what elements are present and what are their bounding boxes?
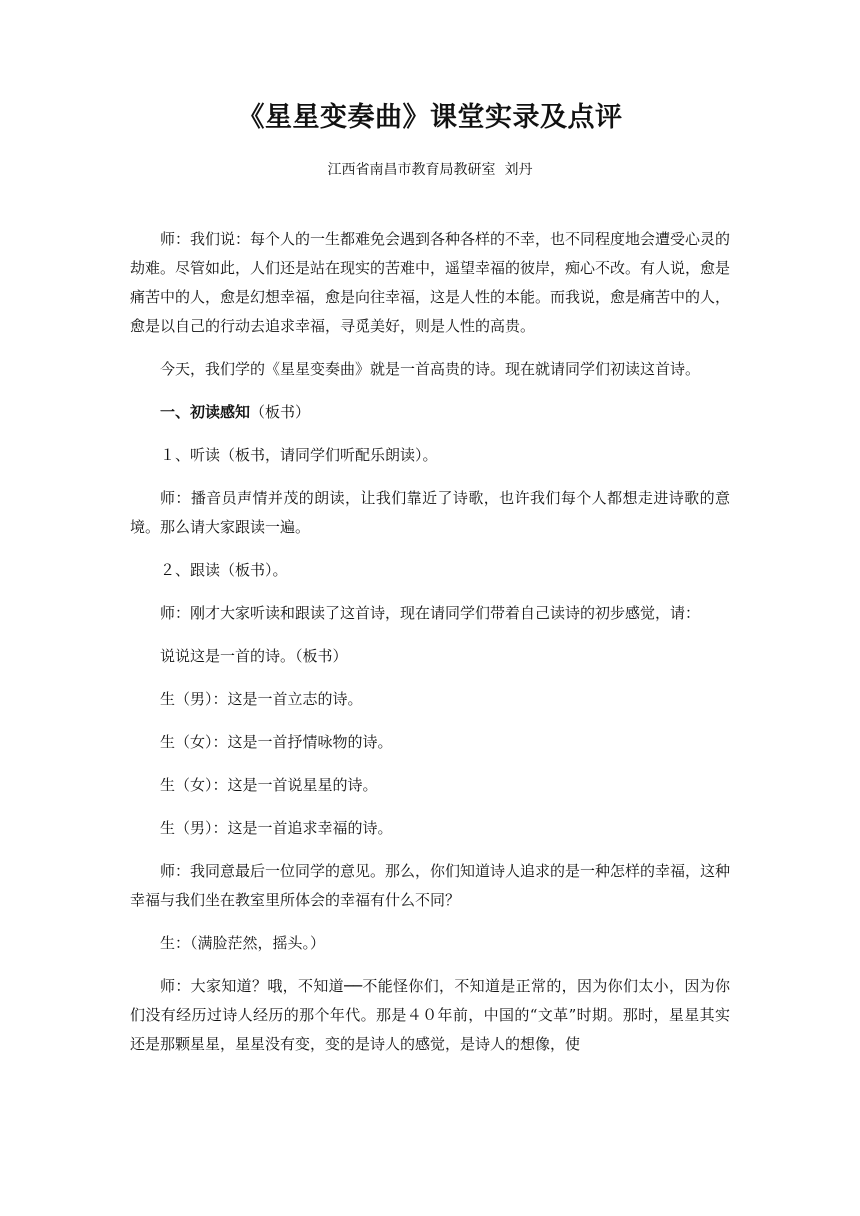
paragraph-student-5: 生：（满脸茫然，摇头。） bbox=[160, 934, 326, 952]
paragraph-teacher-2: 师：刚才大家听读和跟读了这首诗，现在请同学们带着自己读诗的初步感觉，请： bbox=[160, 604, 701, 622]
section-heading-note: （板书） bbox=[250, 403, 311, 421]
paragraph-teacher-1: 师：播音员声情并茂的朗读，让我们靠近了诗歌，也许我们每个人都想走进诗歌的意境。那么请大家跟读一遍。 bbox=[130, 489, 730, 536]
document-body bbox=[130, 225, 730, 1059]
paragraph-student-2: 生（女）：这是一首抒情咏物的诗。 bbox=[160, 733, 393, 751]
section-heading bbox=[130, 398, 730, 427]
paragraph-listen: １、听读（板书，请同学们听配乐朗读）。 bbox=[160, 446, 438, 464]
paragraph-teacher-4: 师：大家知道？哦，不知道──不能怪你们，不知道是正常的，因为你们太小，因为你们没有经历过诗人经历的那个年代。那是４０年前，中国的“文革”时期。那时，星星其实还是那颗星星，星星没有变，变的是诗人的感觉，是诗人的想像，使 bbox=[130, 977, 730, 1053]
paragraph-prompt: 说说这是一首的诗。（板书） bbox=[160, 647, 348, 665]
paragraph-student-3: 生（女）：这是一首说星星的诗。 bbox=[160, 776, 378, 794]
paragraph-intro: 师：我们说：每个人的一生都难免会遇到各种各样的不幸，也不同程度地会遭受心灵的劫难。尽管如此，人们还是站在现实的苦难中，遥望幸福的彼岸，痴心不改。有人说，愈是痛苦中的人，愈是幻想幸福，愈是向往幸福，这是人性的本能。而我说，愈是痛苦中的人，愈是以自己的行动去追求幸福，寻觅美好，则是人性的高贵。 bbox=[130, 230, 731, 335]
paragraph-student-4: 生（男）：这是一首追求幸福的诗。 bbox=[160, 819, 393, 837]
paragraph-follow: ２、跟读（板书）。 bbox=[160, 561, 288, 579]
document-title: 《星星变奏曲》课堂实录及点评 bbox=[237, 102, 623, 133]
paragraph-student-1: 生（男）：这是一首立志的诗。 bbox=[160, 690, 363, 708]
paragraph-today: 今天，我们学的《星星变奏曲》就是一首高贵的诗。现在就请同学们初读这首诗。 bbox=[160, 360, 701, 378]
paragraph-teacher-3: 师：我同意最后一位同学的意见。那么，你们知道诗人追求的是一种怎样的幸福，这种幸福与我们坐在教室里所体会的幸福有什么不同？ bbox=[130, 862, 731, 909]
author-line: 江西省南昌市教育局教研室 刘丹 bbox=[327, 162, 533, 178]
section-heading-title: 一、初读感知 bbox=[160, 403, 251, 421]
